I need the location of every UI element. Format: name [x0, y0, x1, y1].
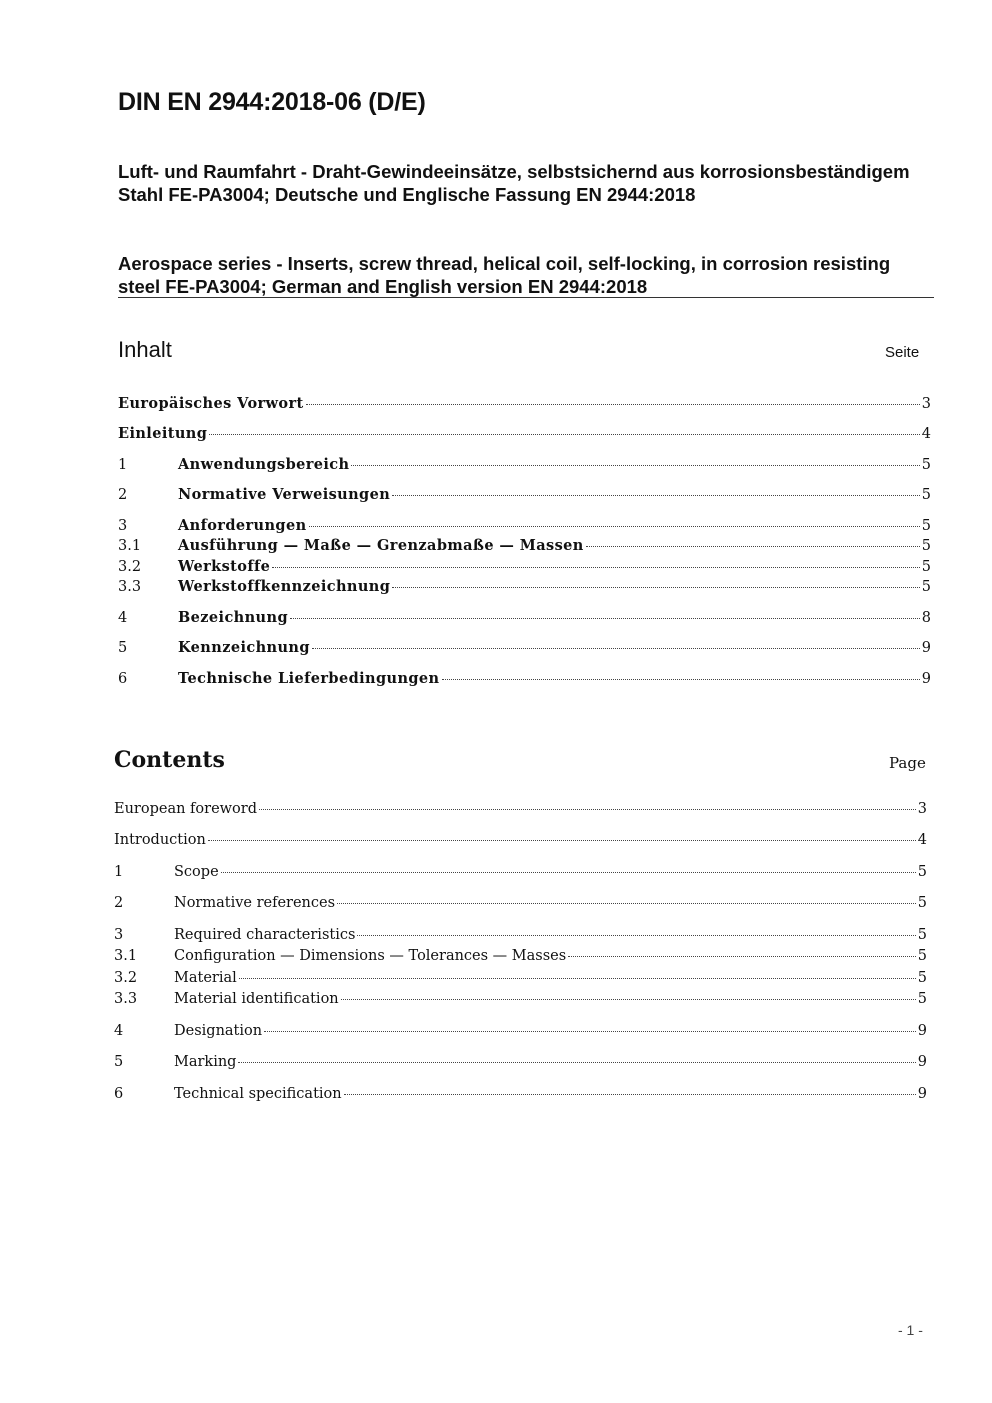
toc-entry[interactable] — [114, 970, 927, 990]
title-english: Aerospace series - Inserts, screw thread, helical coil, self-locking, in corrosion resisting steel FE-PA3004; German and English version EN 2944:2018 — [118, 253, 891, 297]
toc-entry-label: Designation — [174, 1023, 263, 1039]
toc-entry-page: 9 — [917, 1054, 927, 1070]
toc-entry-page: 5 — [921, 538, 931, 554]
toc-entry-page: 5 — [917, 970, 927, 986]
toc-entry-label: Normative Verweisungen — [178, 486, 391, 503]
toc-entry[interactable] — [114, 895, 927, 915]
toc-entry-number: 3.3 — [118, 579, 142, 595]
toc-entry-page: 5 — [917, 948, 927, 964]
toc-en-heading: Contents — [114, 747, 225, 773]
toc-entry-label: Werkstoffe — [178, 558, 271, 575]
toc-entry-label: Anforderungen — [178, 517, 307, 534]
toc-entry-label: Introduction — [114, 832, 206, 848]
toc-entry-label: Material — [174, 970, 237, 986]
toc-entry-number: 5 — [114, 1054, 124, 1070]
toc-entry-number: 3 — [118, 518, 128, 534]
toc-entry-label: Material identification — [174, 991, 339, 1007]
toc-entry-label: Technical specification — [174, 1086, 342, 1102]
toc-entry[interactable] — [114, 832, 927, 852]
toc-leader-dots — [208, 840, 916, 841]
toc-entry-number: 6 — [114, 1086, 124, 1102]
toc-entry-number: 3.2 — [114, 970, 138, 986]
toc-entry-page: 9 — [917, 1023, 927, 1039]
toc-entry-page: 9 — [921, 671, 931, 687]
toc-entry-page: 5 — [921, 579, 931, 595]
toc-entry-page: 4 — [921, 426, 931, 442]
toc-entry-page: 3 — [917, 801, 927, 817]
toc-entry-label: Normative references — [174, 895, 336, 911]
toc-leader-dots — [264, 1031, 916, 1032]
toc-entry-number: 3.1 — [118, 538, 142, 554]
toc-entry[interactable] — [114, 991, 927, 1011]
toc-entry-page: 5 — [921, 457, 931, 473]
toc-entry-number: 2 — [118, 487, 128, 503]
document-id: DIN EN 2944:2018-06 (D/E) — [118, 88, 426, 116]
toc-de-page-label: Seite — [885, 344, 920, 361]
toc-leader-dots — [341, 999, 916, 1000]
toc-entry-page: 5 — [917, 927, 927, 943]
title-german: Luft- und Raumfahrt - Draht-Gewindeeinsätze, selbstsichernd aus korrosionsbeständigem Stahl FE-PA3004; Deutsche und Englische Fassung EN 2944:2018 — [118, 161, 910, 205]
toc-leader-dots — [221, 872, 916, 873]
toc-entry[interactable] — [114, 1054, 927, 1074]
toc-entry-label: Anwendungsbereich — [178, 456, 350, 473]
toc-entry-label: Kennzeichnung — [178, 639, 310, 656]
toc-leader-dots — [239, 978, 916, 979]
toc-entry-page: 5 — [921, 487, 931, 503]
page-number: - 1 - — [898, 1322, 923, 1338]
toc-entry-number: 1 — [118, 457, 128, 473]
toc-entry-number: 3.3 — [114, 991, 138, 1007]
toc-entry-number: 3.2 — [118, 559, 142, 575]
toc-en-page-label: Page — [889, 754, 926, 772]
toc-entry-page: 5 — [917, 895, 927, 911]
toc-leader-dots — [568, 956, 916, 957]
toc-entry-page: 4 — [917, 832, 927, 848]
toc-entry-label: Ausführung — Maße — Grenzabmaße — Massen — [178, 537, 584, 554]
toc-entry[interactable] — [114, 801, 927, 821]
toc-entry-page: 5 — [921, 518, 931, 534]
toc-leader-dots — [259, 809, 916, 810]
toc-entry-number: 6 — [118, 671, 128, 687]
toc-entry-number: 2 — [114, 895, 124, 911]
toc-entry-number: 3.1 — [114, 948, 138, 964]
toc-entry[interactable] — [114, 927, 927, 947]
toc-entry-number: 4 — [118, 610, 128, 626]
toc-entry[interactable] — [114, 864, 927, 884]
toc-leader-dots — [238, 1062, 915, 1063]
toc-leader-dots — [344, 1094, 916, 1095]
toc-leader-dots — [357, 935, 915, 936]
toc-entry-number: 5 — [118, 640, 128, 656]
toc-entry-label: European foreword — [114, 801, 258, 817]
toc-entry-number: 4 — [114, 1023, 124, 1039]
toc-entry-label: Marking — [174, 1054, 237, 1070]
toc-de-heading: Inhalt — [118, 337, 172, 362]
toc-entry-page: 8 — [921, 610, 931, 626]
toc-entry-number: 3 — [114, 927, 124, 943]
toc-entry-label: Configuration — Dimensions — Tolerances — Masses — [174, 948, 567, 964]
toc-entry-label: Required characteristics — [174, 927, 356, 943]
toc-entry-label: Scope — [174, 864, 219, 880]
toc-entry-label: Werkstoffkennzeichnung — [178, 578, 391, 595]
toc-entry-page: 9 — [917, 1086, 927, 1102]
toc-entry-number: 1 — [114, 864, 124, 880]
toc-entry[interactable] — [114, 1086, 927, 1106]
toc-entry-label: Einleitung — [118, 425, 208, 442]
toc-leader-dots — [337, 903, 916, 904]
toc-entry-page: 9 — [921, 640, 931, 656]
toc-entry[interactable] — [114, 948, 927, 968]
toc-entry-page: 5 — [917, 991, 927, 1007]
toc-entry-page: 5 — [921, 559, 931, 575]
toc-entry-label: Technische Lieferbedingungen — [178, 670, 440, 687]
toc-entry-label: Europäisches Vorwort — [118, 395, 304, 412]
toc-entry-page: 5 — [917, 864, 927, 880]
toc-entry-label: Bezeichnung — [178, 609, 288, 626]
toc-english — [114, 0, 927, 1120]
toc-entry[interactable] — [114, 1023, 927, 1043]
toc-entry-page: 3 — [921, 396, 931, 412]
